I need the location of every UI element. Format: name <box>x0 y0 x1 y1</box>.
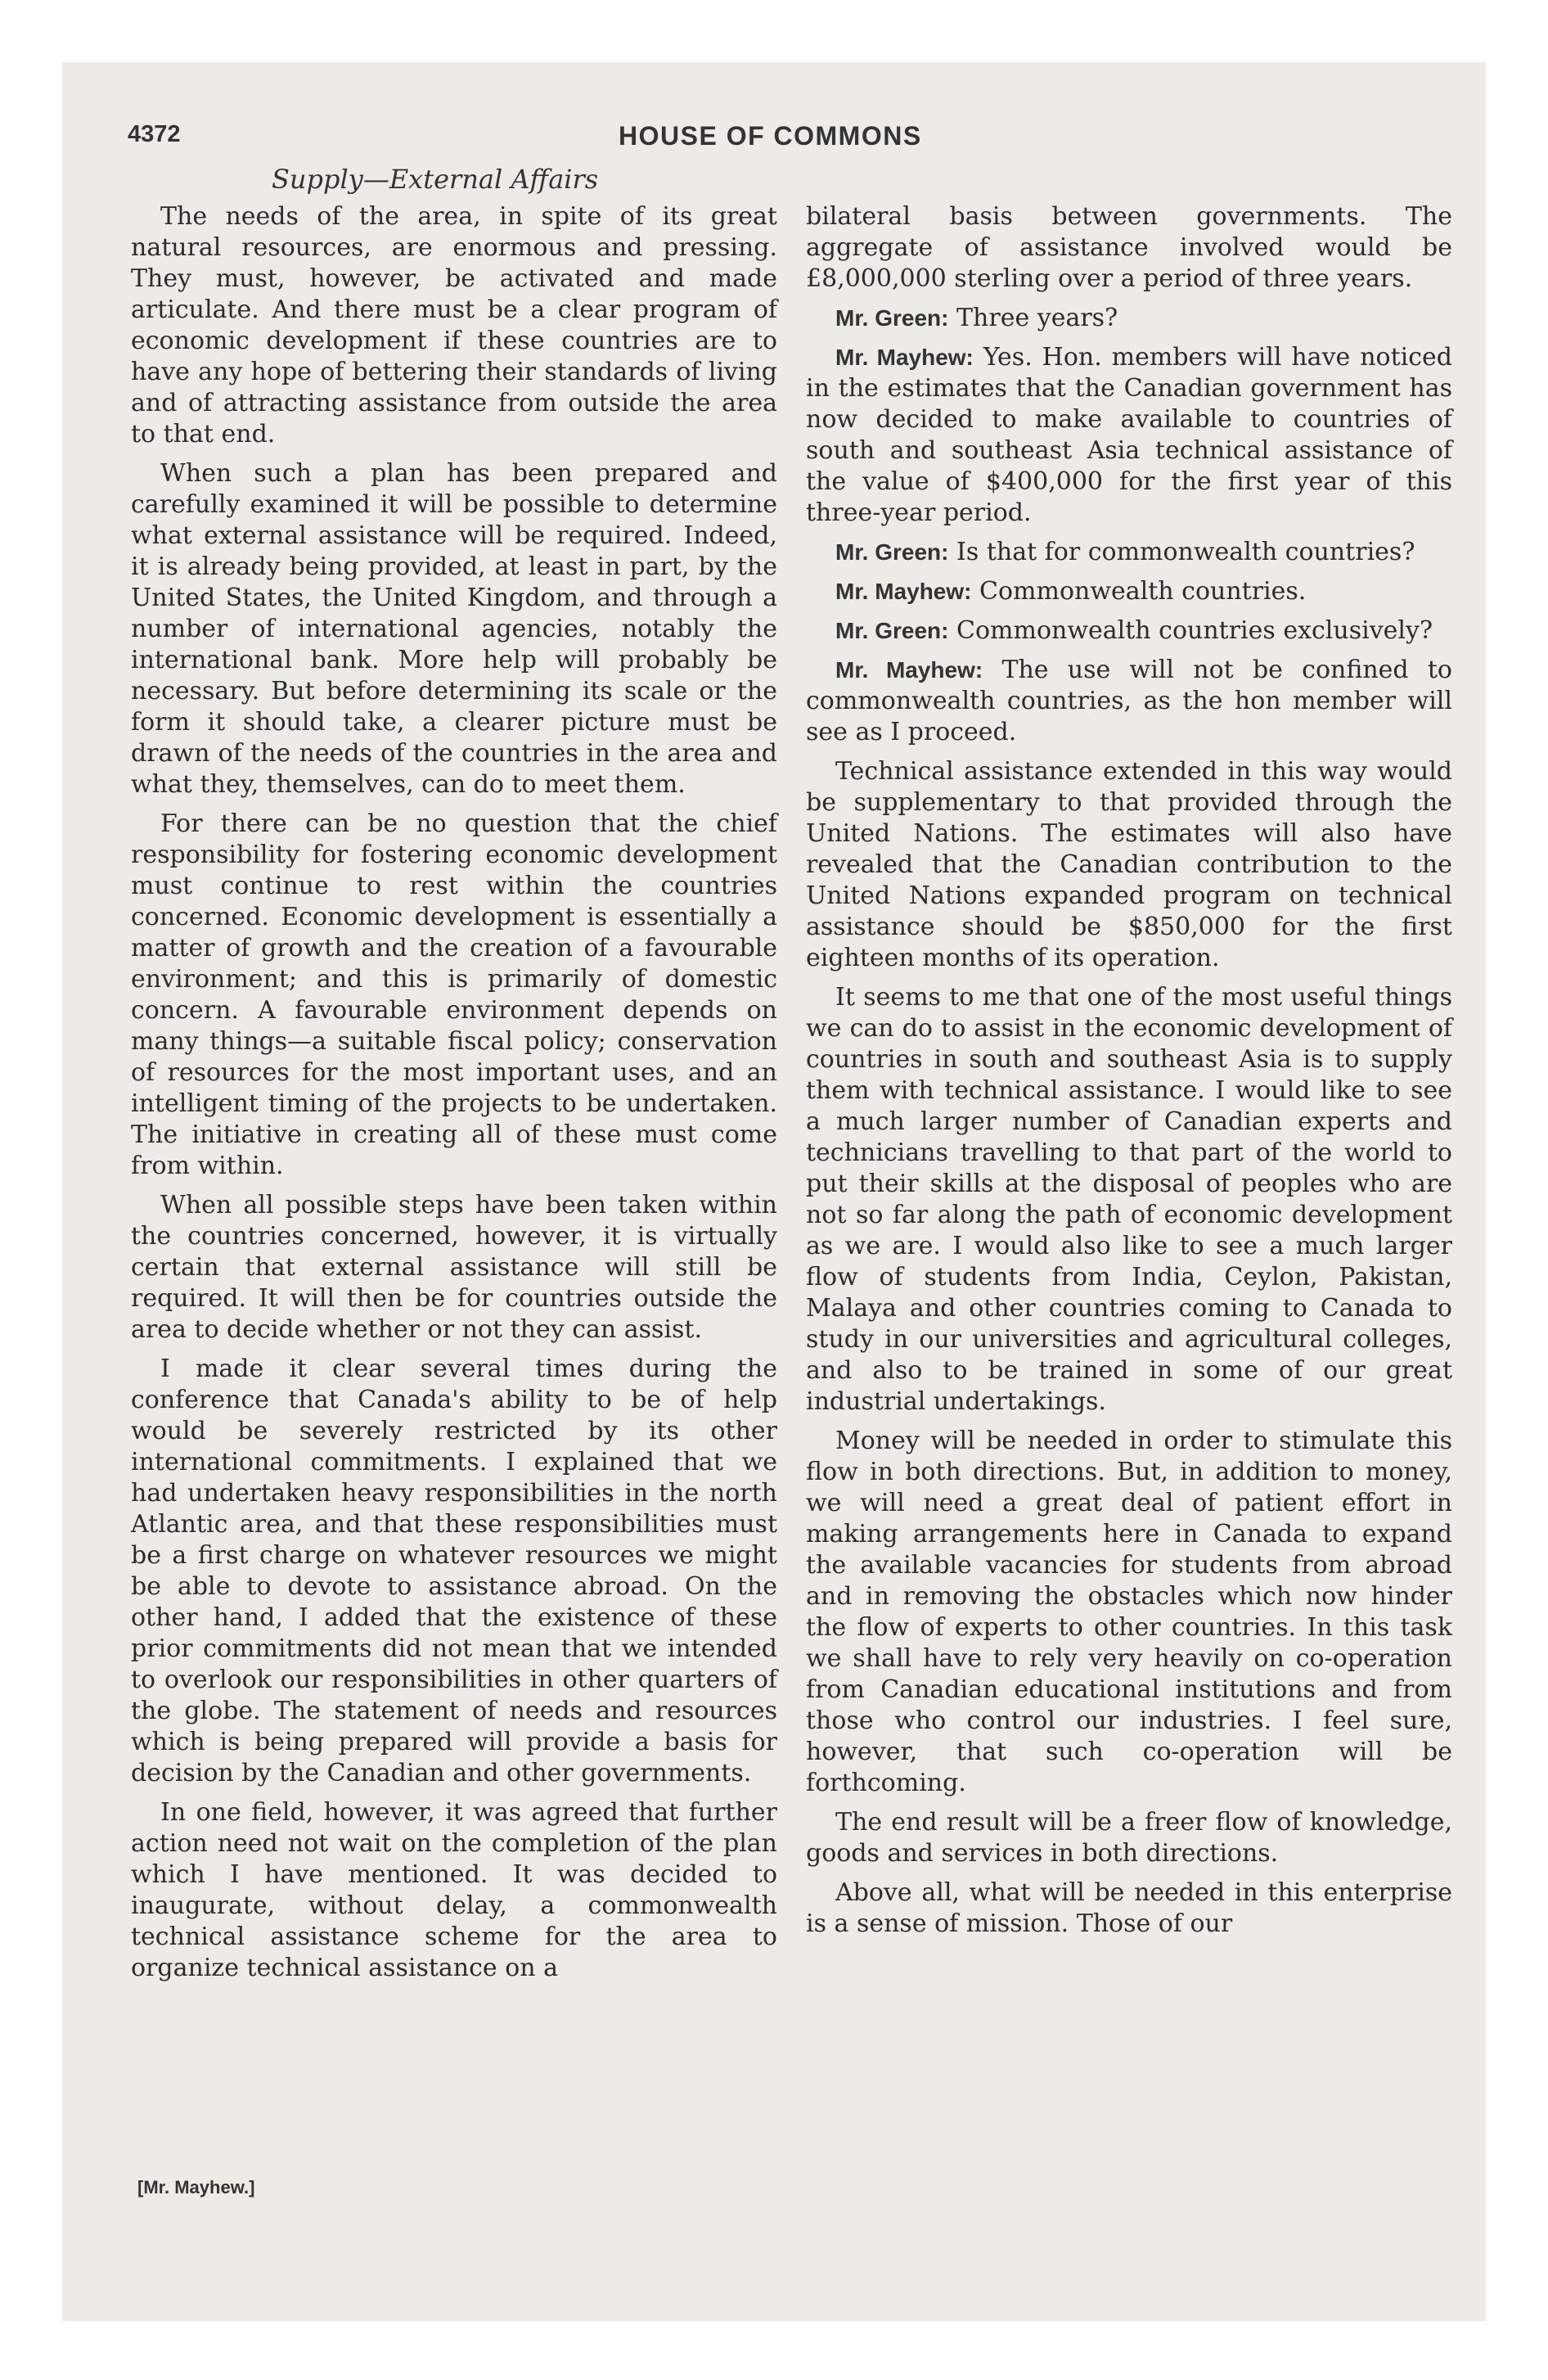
paragraph: I made it clear several times during the conference that Canada's ability to be of help would be severely restricted by its other international commitments. I explained that we had undertaken heavy responsibilities in the north Atlantic area, and that these responsibilities must be a first charge on whatever resources we might be able to devote to assistance abroad. On the other hand, I added that the existence of these prior commitments did not mean that we intended to overlook our responsibilities in other quarters of the globe. The statement of needs and resources which is being prepared will provide a basis for decision by the Canadian and other governments. <box>131 1355 777 1787</box>
speaker-name: Mr. Green: <box>835 539 949 565</box>
paragraph-text: Technical assistance extended in this way would be supplementary to that provided through the United Nations. The estimates will also have revealed that the Canadian contribution to the United Nations expanded program on technical assistance should be $850,000 for the first eighteen months of its operation. <box>806 757 1452 972</box>
paragraph <box>806 201 1452 295</box>
speaker-name: Mr. Green: <box>835 305 949 331</box>
speaker-name: Mr. Mayhew: <box>835 579 972 604</box>
dialogue-paragraph <box>806 303 1452 334</box>
paragraph-text: The use will not be confined to commonwealth countries, as the hon member will see as I proceed. <box>806 656 1452 746</box>
paragraph-text: bilateral basis between governments. The aggregate of assistance involved would be £8,000,000 sterling over a period of three years. <box>806 202 1452 293</box>
paragraph-text: The end result will be a freer flow of knowledge, goods and services in both directions. <box>806 1808 1452 1868</box>
paragraph: When all possible steps have been taken within the countries concerned, however, it is virtually certain that external assistance will still be required. It will then be for countries outside the area to decide whether or not they can assist. <box>131 1191 777 1344</box>
dialogue-paragraph <box>806 615 1452 647</box>
paragraph: For there can be no question that the chief responsibility for fostering economic development must continue to rest within the countries concerned. Economic development is essentially a matter of growth and the creation of a favourable environment; and this is primarily of domestic concern. A favourable environment depends on many things—a suitable fiscal policy; conservation of resources for the most important uses, and an intelligent timing of the projects to be undertaken. The initiative in creating all of these must come from within. <box>131 809 777 1180</box>
paragraph-text: Above all, what will be needed in this enterprise is a sense of mission. Those of our <box>806 1878 1452 1938</box>
footer-speaker-note: [Mr. Mayhew.] <box>137 2177 255 2197</box>
paragraph <box>806 1807 1452 1869</box>
left-column <box>131 201 777 1992</box>
page-number: 4372 <box>128 121 181 147</box>
paragraph <box>806 1877 1452 1940</box>
speaker-name: Mr. Mayhew: <box>835 345 974 370</box>
section-subtitle: Supply—External Affairs <box>272 164 599 195</box>
paragraph-text: Money will be needed in order to stimulate this flow in both directions. But, in addition to money, we will need a great deal of patient effort in making arrangements here in Canada to expand the available vacancies for students from abroad and in removing the obstacles which now hinder the flow of experts to other countries. In this task we shall have to rely very heavily on co-operation from Canadian educational institutions and from those who control our industries. I feel sure, however, that such co-operation will be forthcoming. <box>806 1427 1452 1797</box>
right-column <box>806 201 1452 1948</box>
speaker-name: Mr. Green: <box>835 618 949 643</box>
paragraph: The needs of the area, in spite of its great natural resources, are enormous and pressing. They must, however, be activated and made articulate. And there must be a clear program of economic development if these countries are to have any hope of bettering their standards of living and of attracting assistance from outside the area to that end. <box>131 202 777 449</box>
page-header <box>128 121 1469 162</box>
paragraph <box>806 982 1452 1418</box>
paragraph: When such a plan has been prepared and carefully examined it will be possible to determine what external assistance will be required. Indeed, it is already being provided, at least in part, by the United States, the United Kingdom, and through a number of international agencies, notably the international bank. More help will probably be necessary. But before determining its scale or the form it should take, a clearer picture must be drawn of the needs of the countries in the area and what they, themselves, can do to meet them. <box>131 459 777 799</box>
paragraph-text: Commonwealth countries exclusively? <box>956 616 1433 645</box>
dialogue-paragraph <box>806 655 1452 748</box>
paragraph-text: Is that for commonwealth countries? <box>956 538 1415 566</box>
dialogue-paragraph <box>806 576 1452 607</box>
paragraph <box>806 756 1452 974</box>
paragraph-text: Three years? <box>956 304 1118 332</box>
speaker-name: Mr. Mayhew: <box>835 657 983 683</box>
paragraph-text: Commonwealth countries. <box>979 577 1307 606</box>
dialogue-paragraph <box>806 342 1452 529</box>
dialogue-paragraph <box>806 537 1452 568</box>
paragraph <box>806 1426 1452 1799</box>
paragraph-text: Yes. Hon. members will have noticed in the estimates that the Canadian government has now decided to make available to countries of south and southeast Asia technical assistance of the value of $400,000 for the first year of this three-year period. <box>806 343 1453 527</box>
paragraph: In one field, however, it was agreed that further action need not wait on the completion of the plan which I have mentioned. It was decided to inaugurate, without delay, a commonwealth technical assistance scheme for the area to organize technical assistance on a <box>131 1798 777 1982</box>
paragraph-text: It seems to me that one of the most useful things we can do to assist in the economic development of countries in south and southeast Asia is to supply them with technical assistance. I would like to see a much larger number of Canadian experts and technicians travelling to that part of the world to put their skills at the disposal of peoples who are not so far along the path of economic development as we are. I would also like to see a much larger flow of students from India, Ceylon, Pakistan, Malaya and other countries coming to Canada to study in our universities and agricultural colleges, and also to be trained in some of our great industrial undertakings. <box>806 983 1452 1416</box>
page-title: HOUSE OF COMMONS <box>619 121 922 151</box>
